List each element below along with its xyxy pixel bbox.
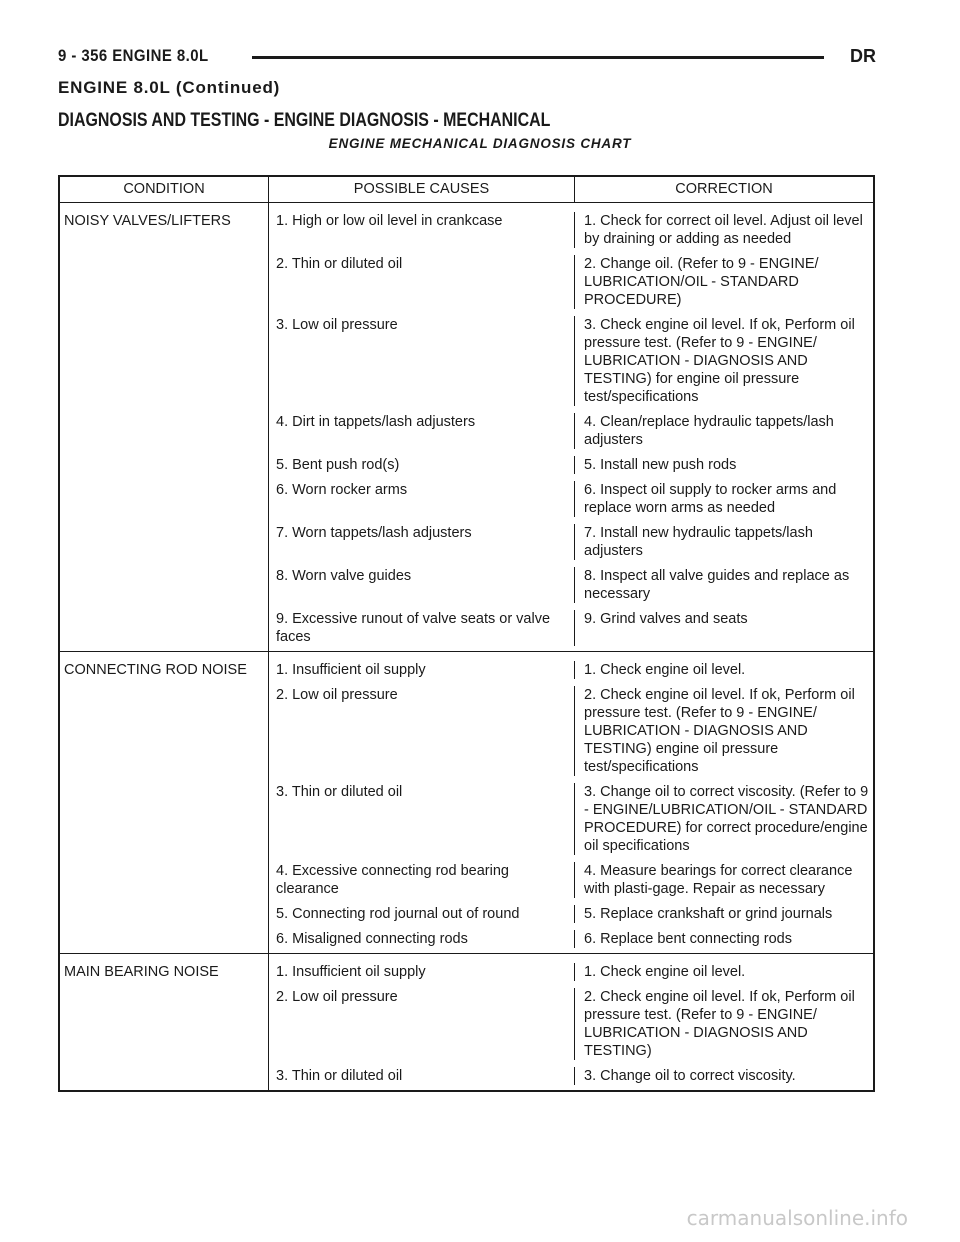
table-row [269, 255, 873, 309]
table-row [269, 661, 873, 679]
correction-cell: 4. Clean/replace hydraulic tappets/lash adjusters [584, 414, 834, 448]
section-title: DIAGNOSIS AND TESTING - ENGINE DIAGNOSIS - MECHANICAL [58, 110, 551, 131]
correction-cell: 1. Check engine oil level. [584, 964, 746, 980]
table-row [269, 930, 873, 948]
table-row [269, 316, 873, 406]
correction-cell: 1. Check for correct oil level. Adjust oil level by draining or adding as needed [584, 213, 863, 247]
cause-cell: 6. Worn rocker arms [269, 481, 575, 517]
table-row [269, 456, 873, 474]
cause-cell: 9. Excessive runout of valve seats or valve faces [269, 610, 575, 646]
cause-cell: 5. Bent push rod(s) [269, 456, 575, 474]
table-row [269, 862, 873, 898]
cause-cell: 1. High or low oil level in crankcase [269, 212, 575, 248]
table-row [269, 212, 873, 248]
correction-cell: 2. Change oil. (Refer to 9 - ENGINE/ LUBRICATION/OIL - STANDARD PROCEDURE) [584, 256, 819, 308]
table-row [269, 988, 873, 1060]
cause-cell: 2. Low oil pressure [269, 988, 575, 1060]
correction-cell: 6. Inspect oil supply to rocker arms and replace worn arms as needed [584, 482, 837, 516]
cause-cell: 8. Worn valve guides [269, 567, 575, 603]
condition-cell: CONNECTING ROD NOISE [60, 652, 269, 953]
header-possible-causes: POSSIBLE CAUSES [269, 177, 575, 202]
table-row [269, 686, 873, 776]
page-reference: 9 - 356 ENGINE 8.0L [58, 46, 209, 65]
cause-cell: 1. Insufficient oil supply [269, 963, 575, 981]
cause-cell: 1. Insufficient oil supply [269, 661, 575, 679]
table-header [60, 177, 873, 203]
watermark: carmanualsonline.info [686, 1206, 908, 1230]
table-row [269, 567, 873, 603]
correction-cell: 2. Check engine oil level. If ok, Perform oil pressure test. (Refer to 9 - ENGINE/ LUBRICATION - DIAGNOSIS AND TESTING) engine oil pressure test/specifications [584, 687, 855, 775]
table-row [269, 610, 873, 646]
condition-group [60, 203, 873, 652]
table-row [269, 524, 873, 560]
condition-cell: MAIN BEARING NOISE [60, 954, 269, 1090]
diagnosis-table [58, 175, 875, 1092]
cause-cell: 2. Low oil pressure [269, 686, 575, 776]
correction-cell: 6. Replace bent connecting rods [584, 931, 792, 947]
table-row [269, 481, 873, 517]
cause-cell: 6. Misaligned connecting rods [269, 930, 575, 948]
table-row [269, 1067, 873, 1085]
header-rule [252, 56, 824, 59]
correction-cell: 2. Check engine oil level. If ok, Perform oil pressure test. (Refer to 9 - ENGINE/ LUBRICATION - DIAGNOSIS AND TESTING) [584, 989, 855, 1059]
correction-cell: 8. Inspect all valve guides and replace as necessary [584, 568, 850, 602]
cause-cell: 2. Thin or diluted oil [269, 255, 575, 309]
condition-cell: NOISY VALVES/LIFTERS [60, 203, 269, 651]
table-row [269, 783, 873, 855]
header-condition: CONDITION [60, 177, 269, 202]
cause-cell: 5. Connecting rod journal out of round [269, 905, 575, 923]
condition-group [60, 652, 873, 954]
cause-cell: 7. Worn tappets/lash adjusters [269, 524, 575, 560]
cause-cell: 4. Dirt in tappets/lash adjusters [269, 413, 575, 449]
table-row [269, 413, 873, 449]
correction-cell: 5. Install new push rods [584, 457, 737, 473]
condition-group [60, 954, 873, 1090]
continued-title: ENGINE 8.0L (Continued) [58, 78, 281, 97]
correction-cell: 4. Measure bearings for correct clearance with plasti-gage. Repair as necessary [584, 863, 853, 897]
correction-cell: 3. Check engine oil level. If ok, Perform oil pressure test. (Refer to 9 - ENGINE/ LUBRICATION - DIAGNOSIS AND TESTING) for engine oil pressure test/specifications [584, 317, 855, 405]
correction-cell: 7. Install new hydraulic tappets/lash adjusters [584, 525, 813, 559]
correction-cell: 5. Replace crankshaft or grind journals [584, 906, 833, 922]
chart-title: ENGINE MECHANICAL DIAGNOSIS CHART [328, 136, 632, 151]
correction-cell: 9. Grind valves and seats [584, 611, 748, 627]
cause-cell: 3. Thin or diluted oil [269, 783, 575, 855]
table-row [269, 905, 873, 923]
table-row [269, 963, 873, 981]
page-header [58, 46, 876, 68]
correction-cell: 3. Change oil to correct viscosity. [584, 1068, 796, 1084]
header-correction: CORRECTION [675, 181, 773, 197]
correction-cell: 3. Change oil to correct viscosity. (Refer to 9 - ENGINE/LUBRICATION/OIL - STANDARD PROCEDURE) for correct procedure/engine oil specifications [584, 784, 869, 854]
correction-cell: 1. Check engine oil level. [584, 662, 746, 678]
cause-cell: 3. Low oil pressure [269, 316, 575, 406]
cause-cell: 3. Thin or diluted oil [269, 1067, 575, 1085]
brand-code: DR [850, 46, 876, 66]
cause-cell: 4. Excessive connecting rod bearing clearance [269, 862, 575, 898]
